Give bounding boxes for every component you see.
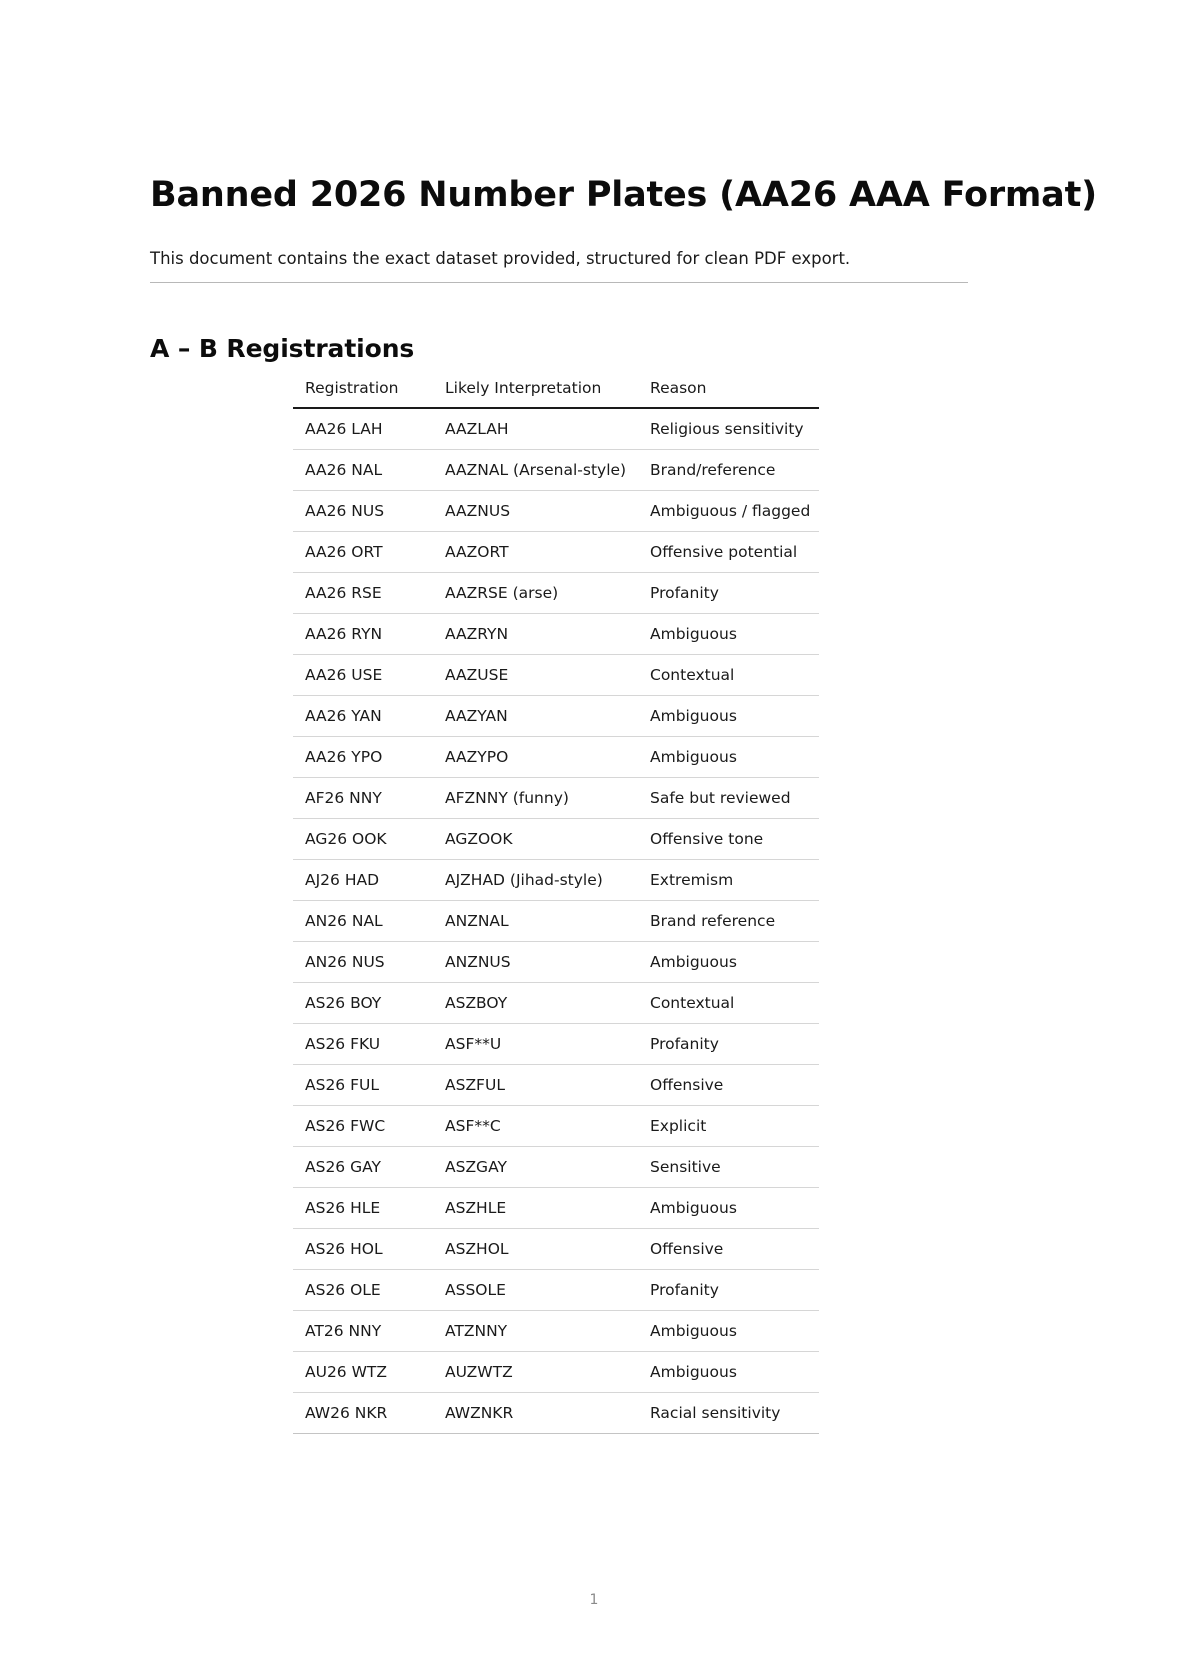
cell-interpretation: ANZNUS — [433, 942, 638, 983]
cell-registration: AA26 ORT — [293, 532, 433, 573]
cell-reason: Ambiguous — [638, 1188, 819, 1229]
cell-registration: AA26 RSE — [293, 573, 433, 614]
column-header-registration: Registration — [293, 375, 433, 408]
cell-interpretation: AAZORT — [433, 532, 638, 573]
table-header-row — [293, 375, 819, 408]
cell-reason: Ambiguous — [638, 614, 819, 655]
cell-interpretation: ASF**U — [433, 1024, 638, 1065]
table-row — [293, 1393, 819, 1434]
cell-interpretation: ASSOLE — [433, 1270, 638, 1311]
table-row — [293, 1024, 819, 1065]
cell-registration: AA26 LAH — [293, 408, 433, 450]
table-row — [293, 778, 819, 819]
header-divider — [150, 282, 968, 283]
cell-reason: Ambiguous — [638, 1352, 819, 1393]
table-row — [293, 1065, 819, 1106]
cell-interpretation: ASZBOY — [433, 983, 638, 1024]
cell-registration: AS26 HLE — [293, 1188, 433, 1229]
cell-registration: AT26 NNY — [293, 1311, 433, 1352]
cell-interpretation: ASZHLE — [433, 1188, 638, 1229]
table-row — [293, 1106, 819, 1147]
document-subtitle: This document contains the exact dataset provided, structured for clean PDF export. — [150, 248, 851, 268]
table-row — [293, 1311, 819, 1352]
cell-reason: Offensive potential — [638, 532, 819, 573]
table-row — [293, 983, 819, 1024]
cell-interpretation: AWZNKR — [433, 1393, 638, 1434]
cell-interpretation: AAZYAN — [433, 696, 638, 737]
cell-interpretation: AAZUSE — [433, 655, 638, 696]
cell-reason: Brand/reference — [638, 450, 819, 491]
page-number: 1 — [589, 1592, 599, 1608]
cell-reason: Profanity — [638, 573, 819, 614]
cell-registration: AS26 FWC — [293, 1106, 433, 1147]
table-row — [293, 1352, 819, 1393]
cell-registration: AU26 WTZ — [293, 1352, 433, 1393]
cell-reason: Safe but reviewed — [638, 778, 819, 819]
table-row — [293, 573, 819, 614]
cell-registration: AA26 YPO — [293, 737, 433, 778]
table-row — [293, 1188, 819, 1229]
cell-registration: AN26 NAL — [293, 901, 433, 942]
cell-interpretation: AAZNAL (Arsenal-style) — [433, 450, 638, 491]
cell-interpretation: ASZHOL — [433, 1229, 638, 1270]
table-row — [293, 1147, 819, 1188]
cell-registration: AA26 NAL — [293, 450, 433, 491]
cell-registration: AS26 HOL — [293, 1229, 433, 1270]
cell-reason: Ambiguous — [638, 942, 819, 983]
cell-registration: AS26 FKU — [293, 1024, 433, 1065]
cell-interpretation: ATZNNY — [433, 1311, 638, 1352]
cell-interpretation: AJZHAD (Jihad-style) — [433, 860, 638, 901]
cell-interpretation: ASZFUL — [433, 1065, 638, 1106]
cell-registration: AF26 NNY — [293, 778, 433, 819]
cell-interpretation: AAZLAH — [433, 408, 638, 450]
cell-interpretation: AAZRSE (arse) — [433, 573, 638, 614]
section-heading: A – B Registrations — [150, 333, 415, 363]
table-row — [293, 491, 819, 532]
table-row — [293, 614, 819, 655]
cell-reason: Offensive — [638, 1229, 819, 1270]
cell-registration: AA26 RYN — [293, 614, 433, 655]
table-row — [293, 942, 819, 983]
cell-reason: Racial sensitivity — [638, 1393, 819, 1434]
cell-registration: AS26 GAY — [293, 1147, 433, 1188]
cell-reason: Profanity — [638, 1270, 819, 1311]
cell-registration: AW26 NKR — [293, 1393, 433, 1434]
cell-registration: AA26 YAN — [293, 696, 433, 737]
cell-registration: AS26 BOY — [293, 983, 433, 1024]
cell-registration: AA26 NUS — [293, 491, 433, 532]
cell-reason: Contextual — [638, 983, 819, 1024]
cell-interpretation: AGZOOK — [433, 819, 638, 860]
plates-table-container — [293, 375, 819, 1434]
cell-reason: Offensive tone — [638, 819, 819, 860]
table-row — [293, 1229, 819, 1270]
table-row — [293, 860, 819, 901]
cell-registration: AJ26 HAD — [293, 860, 433, 901]
cell-interpretation: ASF**C — [433, 1106, 638, 1147]
table-row — [293, 408, 819, 450]
column-header-reason: Reason — [638, 375, 819, 408]
column-header-interpretation: Likely Interpretation — [433, 375, 638, 408]
table-row — [293, 696, 819, 737]
cell-reason: Ambiguous — [638, 1311, 819, 1352]
page-title: Banned 2026 Number Plates (AA26 AAA Format) — [150, 175, 1097, 216]
table-row — [293, 737, 819, 778]
cell-registration: AS26 FUL — [293, 1065, 433, 1106]
cell-registration: AS26 OLE — [293, 1270, 433, 1311]
table-row — [293, 1270, 819, 1311]
cell-reason: Ambiguous — [638, 737, 819, 778]
cell-reason: Explicit — [638, 1106, 819, 1147]
cell-reason: Profanity — [638, 1024, 819, 1065]
table-row — [293, 532, 819, 573]
cell-interpretation: AFZNNY (funny) — [433, 778, 638, 819]
cell-interpretation: AAZYPO — [433, 737, 638, 778]
table-row — [293, 655, 819, 696]
table-body — [293, 408, 819, 1434]
cell-reason: Sensitive — [638, 1147, 819, 1188]
table-row — [293, 901, 819, 942]
cell-registration: AN26 NUS — [293, 942, 433, 983]
cell-registration: AG26 OOK — [293, 819, 433, 860]
cell-interpretation: ASZGAY — [433, 1147, 638, 1188]
table-row — [293, 819, 819, 860]
cell-interpretation: AAZNUS — [433, 491, 638, 532]
cell-reason: Contextual — [638, 655, 819, 696]
cell-reason: Ambiguous / flagged — [638, 491, 819, 532]
cell-reason: Extremism — [638, 860, 819, 901]
cell-reason: Religious sensitivity — [638, 408, 819, 450]
banned-plates-table — [293, 375, 819, 1434]
cell-reason: Ambiguous — [638, 696, 819, 737]
cell-reason: Brand reference — [638, 901, 819, 942]
table-header — [293, 375, 819, 408]
cell-interpretation: AAZRYN — [433, 614, 638, 655]
cell-reason: Offensive — [638, 1065, 819, 1106]
cell-interpretation: ANZNAL — [433, 901, 638, 942]
cell-registration: AA26 USE — [293, 655, 433, 696]
cell-interpretation: AUZWTZ — [433, 1352, 638, 1393]
table-row — [293, 450, 819, 491]
